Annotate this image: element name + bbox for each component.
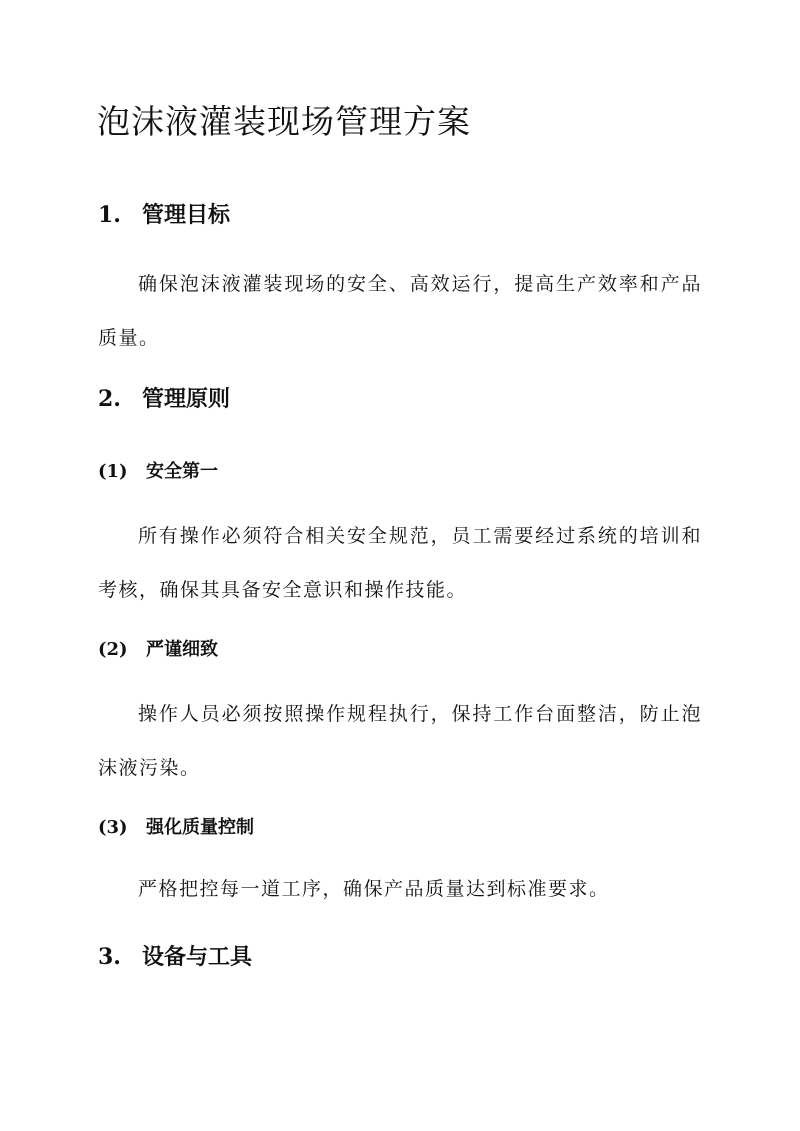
section-title: 设备与工具 [142,944,253,970]
section-title: 管理目标 [142,202,231,228]
subsection-title: 强化质量控制 [146,817,254,838]
subsection-heading-2 [98,635,218,661]
section-heading-3 [98,940,252,971]
section-number: 2. [98,386,121,412]
subsection-heading-1 [98,457,218,483]
subsection-number: (2) [98,639,128,660]
subsection-paragraph-2: 操作人员必须按照操作规程执行，保持工作台面整洁，防止泡沫液污染。 [98,703,702,779]
section-number: 3. [98,944,121,970]
section-title: 管理原则 [142,386,231,412]
section-heading-2 [98,382,230,413]
section-paragraph-1: 确保泡沫液灌装现场的安全、高效运行，提高生产效率和产品质量。 [98,273,702,349]
subsection-title: 安全第一 [146,461,218,482]
subsection-heading-3 [98,813,254,839]
subsection-paragraph-1: 所有操作必须符合相关安全规范，员工需要经过系统的培训和考核，确保其具备安全意识和操作技能。 [98,525,702,601]
subsection-number: (1) [98,461,128,482]
section-number: 1. [98,202,121,228]
subsection-number: (3) [98,817,128,838]
subsection-title: 严谨细致 [146,639,218,660]
subsection-paragraph-3: 严格把控每一道工序，确保产品质量达到标准要求。 [138,878,610,900]
section-heading-1 [98,198,230,229]
document-title: 泡沫液灌装现场管理方案 [97,102,471,141]
